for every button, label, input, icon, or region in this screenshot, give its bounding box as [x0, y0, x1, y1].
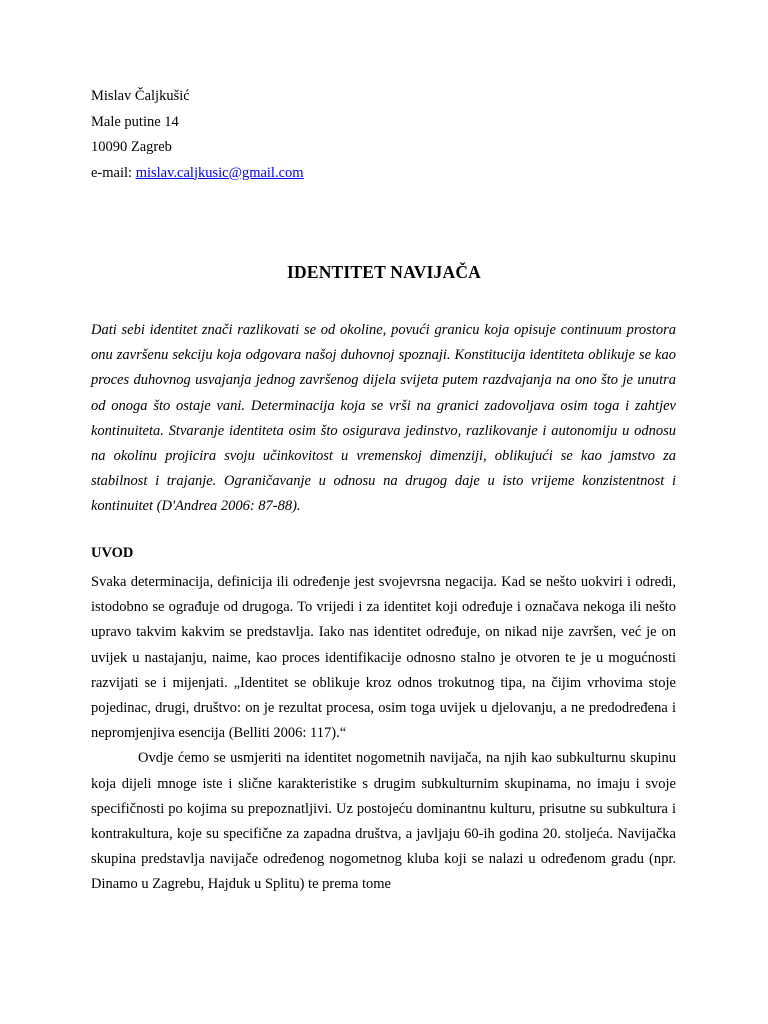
- abstract-paragraph: Dati sebi identitet znači razlikovati se od okoline, povući granicu koja opisuje continuum prostora onu završenu sekciju koja odgovara našoj duhovnoj spoznaji. Konstitucija identiteta oblikuje se kao proces duhovnog usvajanja jednog završenog dijela svijeta putem razdvajanja na ono što je unutra od onoga što ostaje vani. Determinacija koja se vrši na granici zadovoljava osim toga i zahtjev kontinuiteta. Stvaranje identiteta osim što osigurava jedinstvo, razlikovanje i autonomiju u odnosu na okolinu projicira svoju učinkovitost u vremenskoj dimenziji, oblikujući se kao jamstvo za stabilnost i trajanje. Ograničavanje u odnosu na drugog daje u isto vrijeme konzistentnost i kontinuitet (D'Andrea 2006: 87-88).: [91, 322, 676, 515]
- author-street: Male putine 14: [91, 113, 179, 130]
- email-link[interactable]: mislav.caljkusic@gmail.com: [135, 164, 304, 181]
- author-name: Mislav Čaljkušić: [91, 88, 190, 104]
- author-city: 10090 Zagreb: [91, 139, 172, 155]
- body-paragraph-1: Svaka determinacija, definicija ili određenje jest svojevrsna negacija. Kad se nešto uokviri i odredi, istodobno se ograđuje od drugoga. To vrijedi i za identitet koji određuje i označava nekoga ili nešto upravo takvim kakvim se predstavlja. Iako nas identitet određuje, on nikad nije završen, već je on uvijek u nastajanju, naime, kao proces identifikacije odnosno stalno je otvoren te je u mogućnosti razvijati se i mijenjati. „Identitet se oblikuje kroz odnos trokutnog tipa, na čijim vrhovima stoje pojedinac, drugi, društvo: on je rezultat procesa, osim toga uvijek u djelovanju, a ne predodređena i nepromjenjiva esencija (Belliti 2006: 117).“: [91, 574, 676, 742]
- section-body: [91, 570, 676, 898]
- author-email-line: [91, 161, 304, 187]
- section-heading-uvod: UVOD: [91, 545, 134, 561]
- author-address-block: [91, 84, 304, 186]
- document-title: IDENTITET NAVIJAČA: [286, 262, 482, 282]
- email-label: e-mail:: [91, 164, 136, 181]
- body-paragraph-2: Ovdje ćemo se usmjeriti na identitet nogometnih navijača, na njih kao subkulturnu skupinu koja dijeli mnoge iste i slične karakteristike s drugim subkulturnim skupinama, no imaju i svoje specifičnosti po kojima su prepoznatljivi. Uz postojeću dominantnu kulturu, prisutne su subkultura i kontrakultura, koje su specifične za zapadna društva, a javljaju 60-ih godina 20. stoljeća. Navijačka skupina predstavlja navijače određenog nogometnog kluba koji se nalazi u određenom gradu (npr. Dinamo u Zagrebu, Hajduk u Splitu) te prema tome: [91, 750, 676, 893]
